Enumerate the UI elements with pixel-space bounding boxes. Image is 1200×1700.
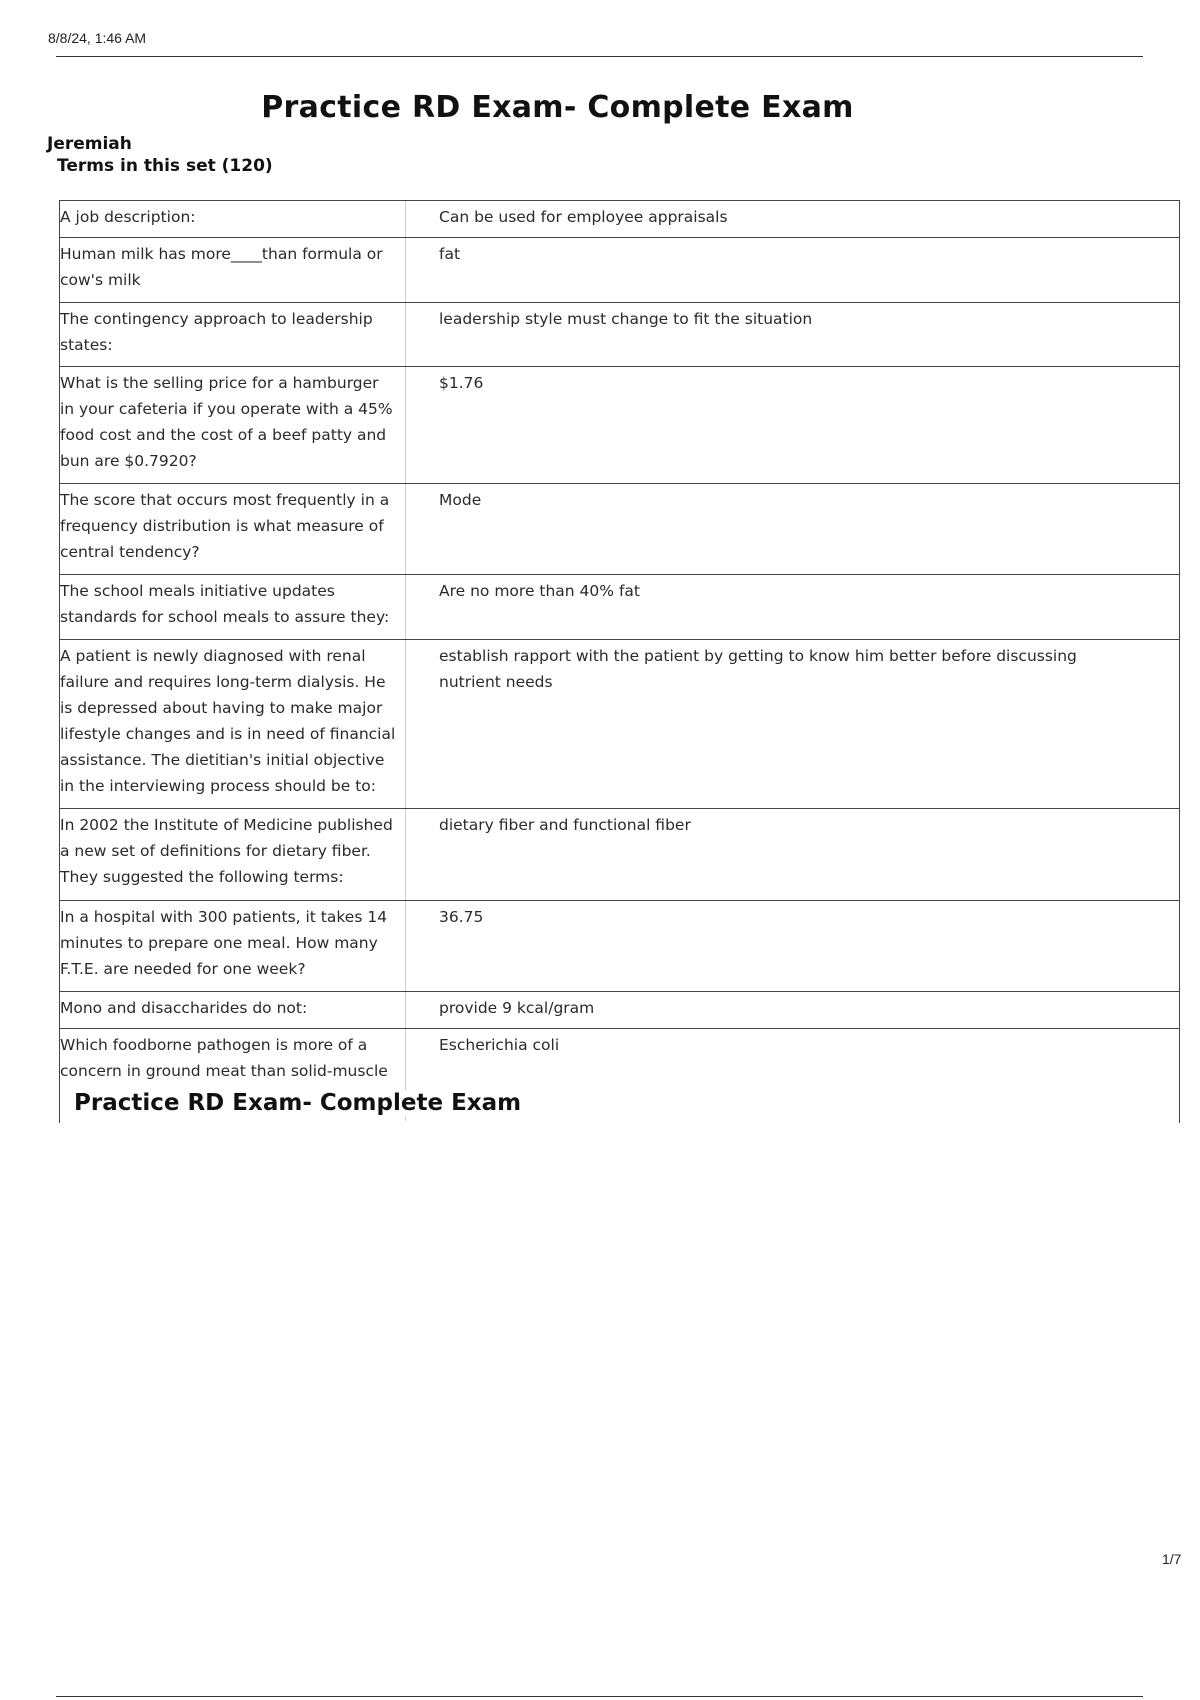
table-row [60, 901, 1179, 992]
definition-cell: 36.75 [439, 908, 484, 926]
table-row [60, 992, 1179, 1029]
table-row [60, 575, 1179, 640]
table-row [60, 238, 1179, 303]
term-cell: Which foodborne pathogen is more of a concern in ground meat than solid-muscle [60, 1029, 406, 1121]
author-name: Jeremiah [47, 134, 132, 154]
definition-cell: establish rapport with the patient by getting to know him better before discussing nutrient needs [439, 647, 1077, 691]
term-cell: A patient is newly diagnosed with renal failure and requires long-term dialysis. He is depressed about having to make major lifestyle changes and is in need of financial assistance. The dietitian's initial objective in the interviewing process should be to: [60, 640, 406, 808]
term-cell: In a hospital with 300 patients, it takes 14 minutes to prepare one meal. How many F.T.E. are needed for one week? [60, 901, 406, 991]
table-row [60, 640, 1179, 809]
definition-cell: Are no more than 40% fat [439, 582, 640, 600]
term-cell: Mono and disaccharides do not: [60, 992, 406, 1028]
table-row [60, 367, 1179, 484]
term-cell: In 2002 the Institute of Medicine published a new set of definitions for dietary fiber. They suggested the following terms: [60, 809, 406, 900]
table-row [60, 484, 1179, 575]
page-number: 1/7 [1162, 1551, 1182, 1567]
table-row [60, 201, 1179, 238]
definition-cell: $1.76 [439, 374, 484, 392]
definition-cell: leadership style must change to fit the situation [439, 310, 813, 328]
table-row [60, 303, 1179, 367]
term-cell: What is the selling price for a hamburger in your cafeteria if you operate with a 45% food cost and the cost of a beef patty and bun are $0.7920? [60, 367, 406, 483]
definition-cell: fat [439, 245, 461, 263]
print-date: 8/8/24, 1:46 AM [48, 30, 147, 46]
table-row [60, 809, 1179, 901]
term-cell: Human milk has more____than formula or cow's milk [60, 238, 406, 302]
page-title: Practice RD Exam- Complete Exam [261, 90, 854, 125]
definition-cell: provide 9 kcal/gram [439, 999, 595, 1017]
definition-cell: Mode [439, 491, 482, 509]
definition-cell: Can be used for employee appraisals [439, 208, 728, 226]
term-cell: The school meals initiative updates standards for school meals to assure they: [60, 575, 406, 639]
term-cell: A job description: [60, 201, 406, 237]
definition-cell: Escherichia coli [439, 1036, 560, 1054]
term-cell: The contingency approach to leadership states: [60, 303, 406, 366]
term-cell: The score that occurs most frequently in a frequency distribution is what measure of central tendency? [60, 484, 406, 574]
top-divider [56, 56, 1143, 57]
definition-cell: dietary fiber and functional fiber [439, 816, 691, 834]
terms-count: Terms in this set (120) [57, 156, 273, 176]
flashcard-table [59, 200, 1180, 1123]
bottom-divider [56, 1696, 1143, 1697]
running-header-title: Practice RD Exam- Complete Exam [74, 1090, 527, 1116]
